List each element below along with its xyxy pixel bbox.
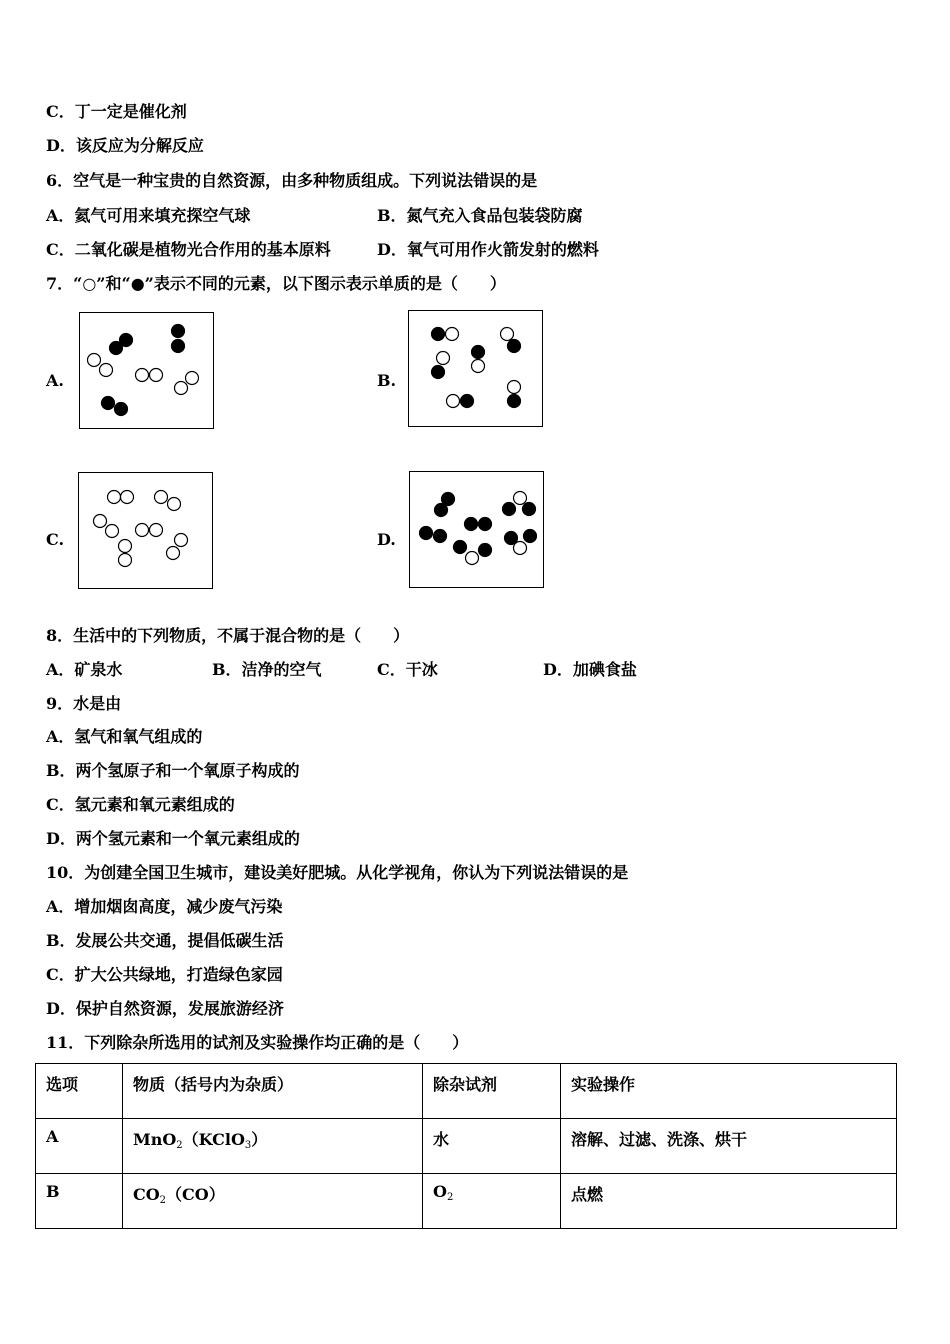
q7-label-c: C. <box>46 530 65 549</box>
q7-diagram-d <box>409 471 544 588</box>
q6-stem: 6．空气是一种宝贵的自然资源，由多种物质组成。下列说法错误的是 <box>46 171 538 190</box>
table-header-row <box>36 1064 897 1119</box>
q7-label-b: B. <box>377 371 397 390</box>
molecule-diagram-a <box>80 313 213 428</box>
row-b-reagent: $O_2$ <box>423 1174 561 1229</box>
q8-option-b: B．洁净的空气 <box>212 660 322 679</box>
row-b-operation: 点燃 <box>561 1174 897 1229</box>
q11-stem: 11．下列除杂所选用的试剂及实验操作均正确的是（ ） <box>46 1033 469 1052</box>
q9-option-a: A．氢气和氧气组成的 <box>46 727 203 746</box>
header-option: 选项 <box>36 1064 123 1119</box>
header-substance: 物质（括号内为杂质） <box>123 1064 423 1119</box>
molecule-diagram-b <box>409 311 542 426</box>
q7-diagram-c <box>78 472 213 589</box>
q10-option-d: D．保护自然资源，发展旅游经济 <box>46 999 284 1018</box>
row-a-option: A <box>36 1119 123 1174</box>
q10-option-b: B．发展公共交通，提倡低碳生活 <box>46 931 284 950</box>
q6-option-d: D．氧气可用作火箭发射的燃料 <box>377 240 599 259</box>
table-row <box>36 1174 897 1229</box>
q9-option-c: C．氢元素和氧元素组成的 <box>46 795 235 814</box>
header-reagent: 除杂试剂 <box>423 1064 561 1119</box>
molecule-diagram-c <box>79 473 212 588</box>
q9-stem: 9．水是由 <box>46 694 122 713</box>
q5-option-c: C．丁一定是催化剂 <box>46 102 187 121</box>
q7-diagram-a <box>79 312 214 429</box>
row-b-substance: $CO_2(CO)$ <box>123 1174 423 1229</box>
q6-option-c: C．二氧化碳是植物光合作用的基本原料 <box>46 240 331 259</box>
q10-option-c: C．扩大公共绿地，打造绿色家园 <box>46 965 283 984</box>
q7-label-d: D. <box>377 530 396 549</box>
q6-option-b: B．氮气充入食品包装袋防腐 <box>377 206 583 225</box>
header-operation: 实验操作 <box>561 1064 897 1119</box>
q7-stem: 7．“○”和“●”表示不同的元素，以下图示表示单质的是（ ） <box>46 274 506 293</box>
q8-option-a: A．矿泉水 <box>46 660 123 679</box>
q10-option-a: A．增加烟囱高度，减少废气污染 <box>46 897 283 916</box>
q6-option-a: A．氦气可用来填充探空气球 <box>46 206 251 225</box>
q8-option-c: C．干冰 <box>377 660 438 679</box>
q11-table <box>35 1063 897 1229</box>
molecule-diagram-d <box>410 472 543 587</box>
row-a-reagent: 水 <box>423 1119 561 1174</box>
q7-diagram-b <box>408 310 543 427</box>
q9-option-d: D．两个氢元素和一个氧元素组成的 <box>46 829 300 848</box>
row-a-operation: 溶解、过滤、洗涤、烘干 <box>561 1119 897 1174</box>
row-a-substance: MnO$_2$（KClO$_3$） <box>123 1119 423 1174</box>
row-b-option: B <box>36 1174 123 1229</box>
table-row <box>36 1119 897 1174</box>
q5-option-d: D．该反应为分解反应 <box>46 136 204 155</box>
q8-stem: 8．生活中的下列物质，不属于混合物的是（ ） <box>46 626 410 645</box>
q9-option-b: B．两个氢原子和一个氧原子构成的 <box>46 761 300 780</box>
q10-stem: 10．为创建全国卫生城市，建设美好肥城。从化学视角，你认为下列说法错误的是 <box>46 863 629 882</box>
q7-label-a: A. <box>46 371 64 390</box>
q8-option-d: D．加碘食盐 <box>543 660 637 679</box>
